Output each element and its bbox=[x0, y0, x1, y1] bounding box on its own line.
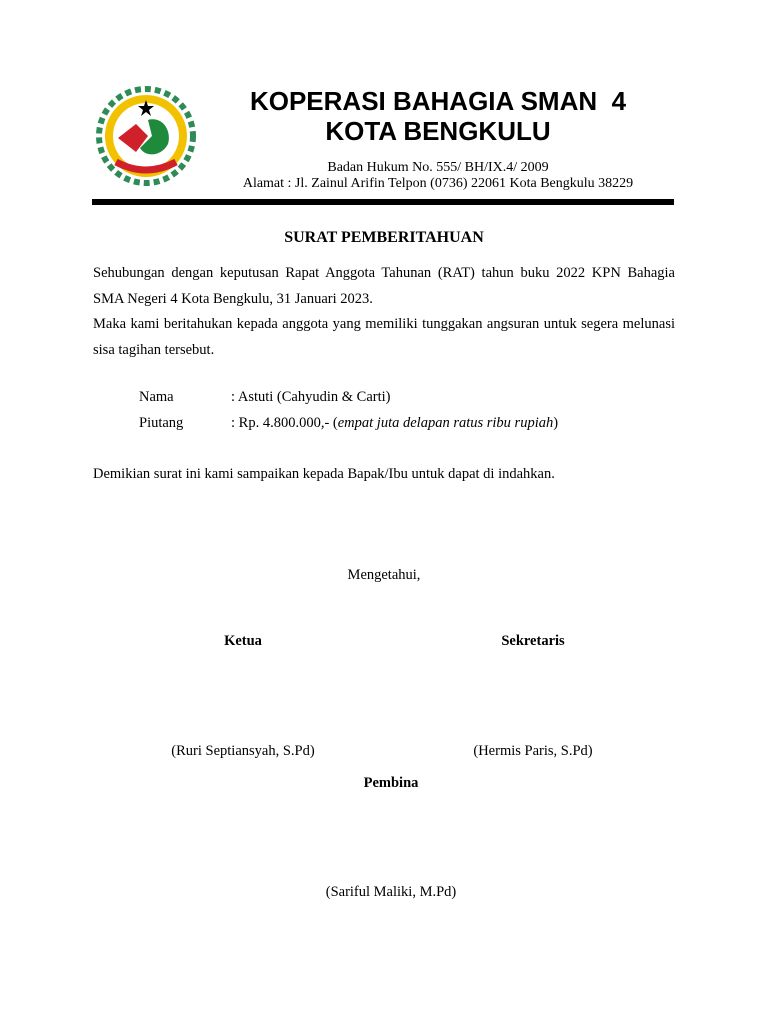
letter-title: SURAT PEMBERITAHUAN bbox=[284, 229, 484, 246]
debt-amount: : Rp. 4.800.000,- ( bbox=[231, 415, 338, 431]
organization-address: Alamat : Jl. Zainul Arifin Telpon (0736) 22061 Kota Bengkulu 38229 bbox=[242, 176, 634, 191]
organization-legal-info bbox=[200, 160, 676, 192]
secretary-title: Sekretaris bbox=[501, 633, 565, 649]
secretary-name: (Hermis Paris, S.Pd) bbox=[473, 743, 593, 759]
name-value: : Astuti (Cahyudin & Carti) bbox=[231, 389, 391, 405]
letter-paragraph-2: Maka kami beritahukan kepada anggota yang memiliki tunggakan angsuran untuk segera melunasi sisa tagihan tersebut. bbox=[93, 316, 675, 358]
advisor-title: Pembina bbox=[363, 775, 419, 791]
letterhead-divider bbox=[92, 199, 674, 205]
cooperative-logo bbox=[96, 86, 196, 186]
name-label: Nama bbox=[139, 389, 174, 405]
debt-value bbox=[231, 415, 558, 432]
debt-suffix: ) bbox=[553, 415, 559, 431]
closing-statement: Demikian surat ini kami sampaikan kepada Bapak/Ibu untuk dapat di indahkan. bbox=[93, 466, 555, 482]
letter-paragraph-1: Sehubungan dengan keputusan Rapat Anggota Tahunan (RAT) tahun buku 2022 KPN Bahagia SMA Negeri 4 Kota Bengkulu, 31 Januari 2023. bbox=[93, 265, 675, 307]
chair-title: Ketua bbox=[224, 633, 262, 649]
debt-in-words: empat juta delapan ratus ribu rupiah bbox=[337, 415, 554, 431]
organization-name: KOPERASI BAHAGIA SMAN 4 KOTA BENGKULU bbox=[249, 86, 627, 146]
acknowledged-label: Mengetahui, bbox=[347, 567, 421, 583]
advisor-name: (Sariful Maliki, M.Pd) bbox=[325, 884, 457, 900]
legal-basis: Badan Hukum No. 555/ BH/IX.4/ 2009 bbox=[327, 160, 549, 175]
chair-name: (Ruri Septiansyah, S.Pd) bbox=[171, 743, 315, 759]
debt-label: Piutang bbox=[139, 415, 184, 431]
